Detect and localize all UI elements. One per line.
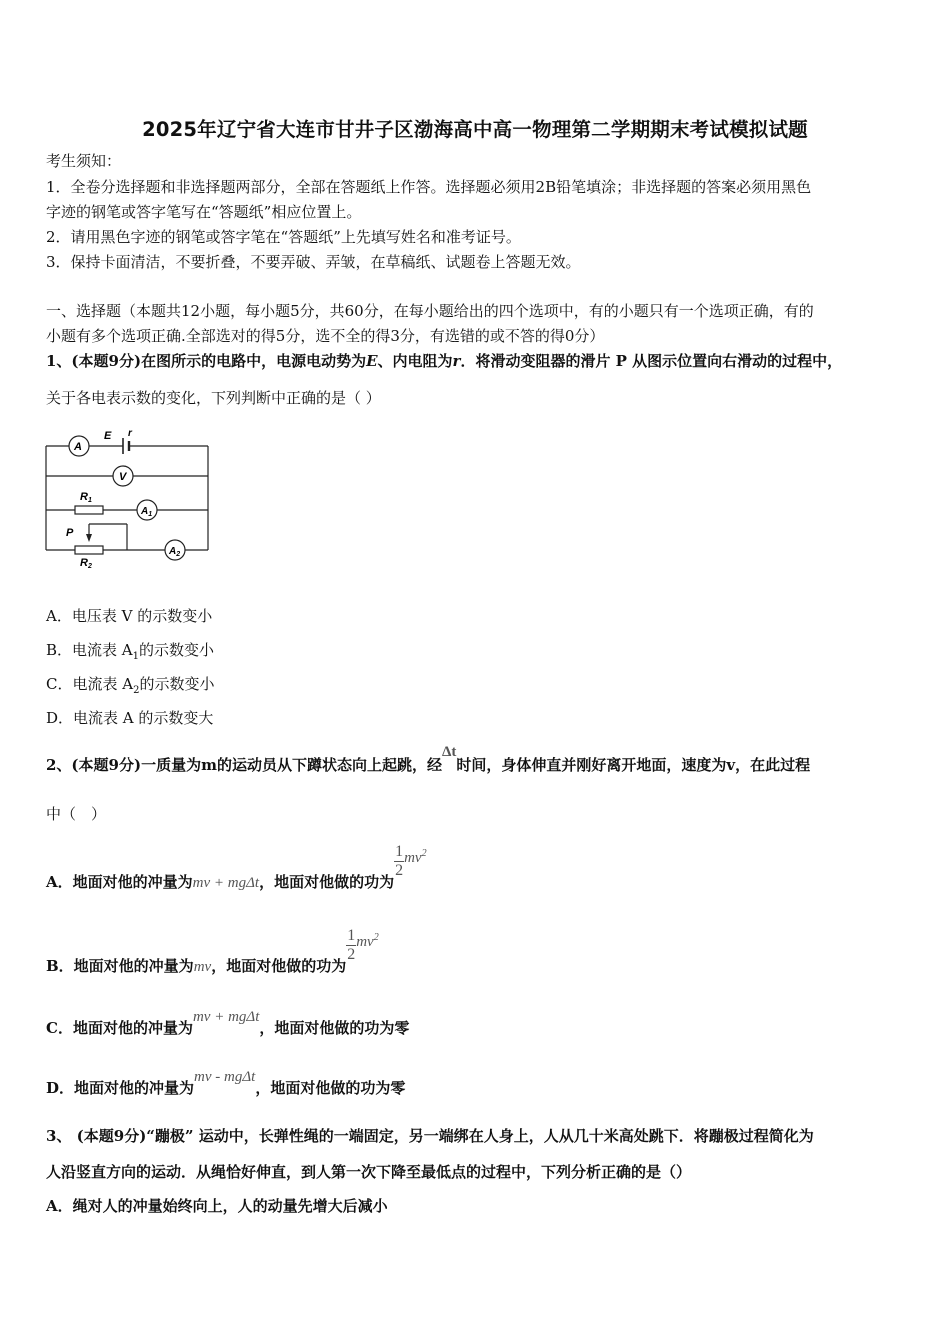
question-1-stem: 1、(本题9分)在图所示的电路中，电源电动势为E、内电阻为r．将滑动变阻器的滑片 P 从图示位置向右滑动的过程中，	[46, 352, 843, 370]
circuit-diagram	[40, 422, 220, 572]
question-1-option-c[interactable]: C．电流表 $A_2$的示数变小	[46, 675, 215, 696]
label-internal-r: r	[128, 428, 132, 439]
option-b-work-fraction: $\frac{1}{2}$	[347, 927, 356, 963]
question-3-option-a[interactable]: A．绳对人的冲量始终向上，人的动量先增大后减小	[46, 1197, 388, 1215]
label-voltmeter: V	[119, 471, 127, 483]
label-ammeter-a: A	[74, 441, 82, 453]
notice-item-3: 3．保持卡面清洁，不要折叠，不要弄破、弄皱，在草稿纸、试题卷上答题无效。	[46, 253, 581, 271]
resistor-r1	[75, 506, 103, 514]
question-2-stem-line-2: 中（ ）	[46, 805, 107, 823]
label-r2: R2	[80, 557, 92, 570]
label-emf: E	[104, 430, 112, 442]
section-1-line-2: 小题有多个选项正确.全部选对的得5分，选不全的得3分，有选错的或不答的得0分）	[46, 327, 605, 345]
question-2-option-d[interactable]: D．地面对他的冲量为mv - mgΔt，地面对他做的功为零	[46, 1069, 406, 1097]
option-d-impulse: mv - mgΔt	[194, 1069, 256, 1085]
label-a1: $A_1$	[141, 506, 153, 518]
question-2-option-b[interactable]: B．地面对他的冲量为mv，地面对他做的功为 $\frac{1}{2}$ $mv^2$	[46, 927, 379, 975]
notice-item-1-line-2: 字迹的钢笔或答字笔写在“答题纸”相应位置上。	[46, 203, 362, 221]
slider-arrow	[86, 534, 92, 542]
notice-item-1-line-1: 1．全卷分选择题和非选择题两部分，全部在答题纸上作答。选择题必须用2B铅笔填涂；非选择题的答案必须用黑色	[46, 178, 812, 196]
option-c-impulse: mv + mgΔt	[192, 1009, 260, 1025]
page-title: 2025年辽宁省大连市甘井子区渤海高中高一物理第二学期期末考试模拟试题	[142, 118, 808, 141]
question-1-stem-line-2: 关于各电表示数的变化，下列判断中正确的是（ ）	[46, 389, 381, 407]
delta-t: Δt	[441, 744, 457, 760]
question-1-option-b[interactable]: B．电流表 $A_1$的示数变小	[46, 641, 215, 662]
question-2-option-a[interactable]: A．地面对他的冲量为mv + mgΔt，地面对他做的功为 $\frac{1}{2}$ $mv^2$	[46, 843, 427, 891]
question-1-option-d[interactable]: D．电流表 A 的示数变大	[46, 709, 214, 727]
option-a-work-fraction: $\frac{1}{2}$	[395, 843, 404, 879]
question-1-option-a[interactable]: A．电压表 V 的示数变小	[46, 607, 213, 625]
notice-heading: 考生须知：	[46, 152, 122, 170]
label-slider-p: P	[66, 527, 74, 539]
option-a-impulse: mv + mgΔt	[192, 874, 260, 891]
question-2-option-c[interactable]: C．地面对他的冲量为mv + mgΔt，地面对他做的功为零	[46, 1009, 410, 1037]
notice-item-2: 2．请用黑色字迹的钢笔或答字笔在“答题纸”上先填写姓名和准考证号。	[46, 228, 521, 246]
resistor-r2	[75, 546, 103, 554]
question-3-stem-line-2: 人沿竖直方向的运动．从绳恰好伸直，到人第一次下降至最低点的过程中，下列分析正确的是（）	[46, 1163, 692, 1181]
label-r1: R1	[80, 491, 92, 504]
option-b-impulse: mv	[193, 958, 212, 975]
question-3-stem: 3、 (本题9分)“蹦极” 运动中，长弹性绳的一端固定，另一端绑在人身上，人从几十米高处跳下．将蹦极过程简化为	[46, 1127, 814, 1145]
label-a2: $A_2$	[169, 546, 181, 558]
question-2-stem: 2、(本题9分)一质量为m的运动员从下蹲状态向上起跳，经Δt时间，身体伸直并刚好离开地面，速度为v，在此过程	[46, 744, 811, 774]
section-1-line-1: 一、选择题（本题共12小题，每小题5分，共60分，在每小题给出的四个选项中，有的小题只有一个选项正确，有的	[46, 302, 814, 320]
